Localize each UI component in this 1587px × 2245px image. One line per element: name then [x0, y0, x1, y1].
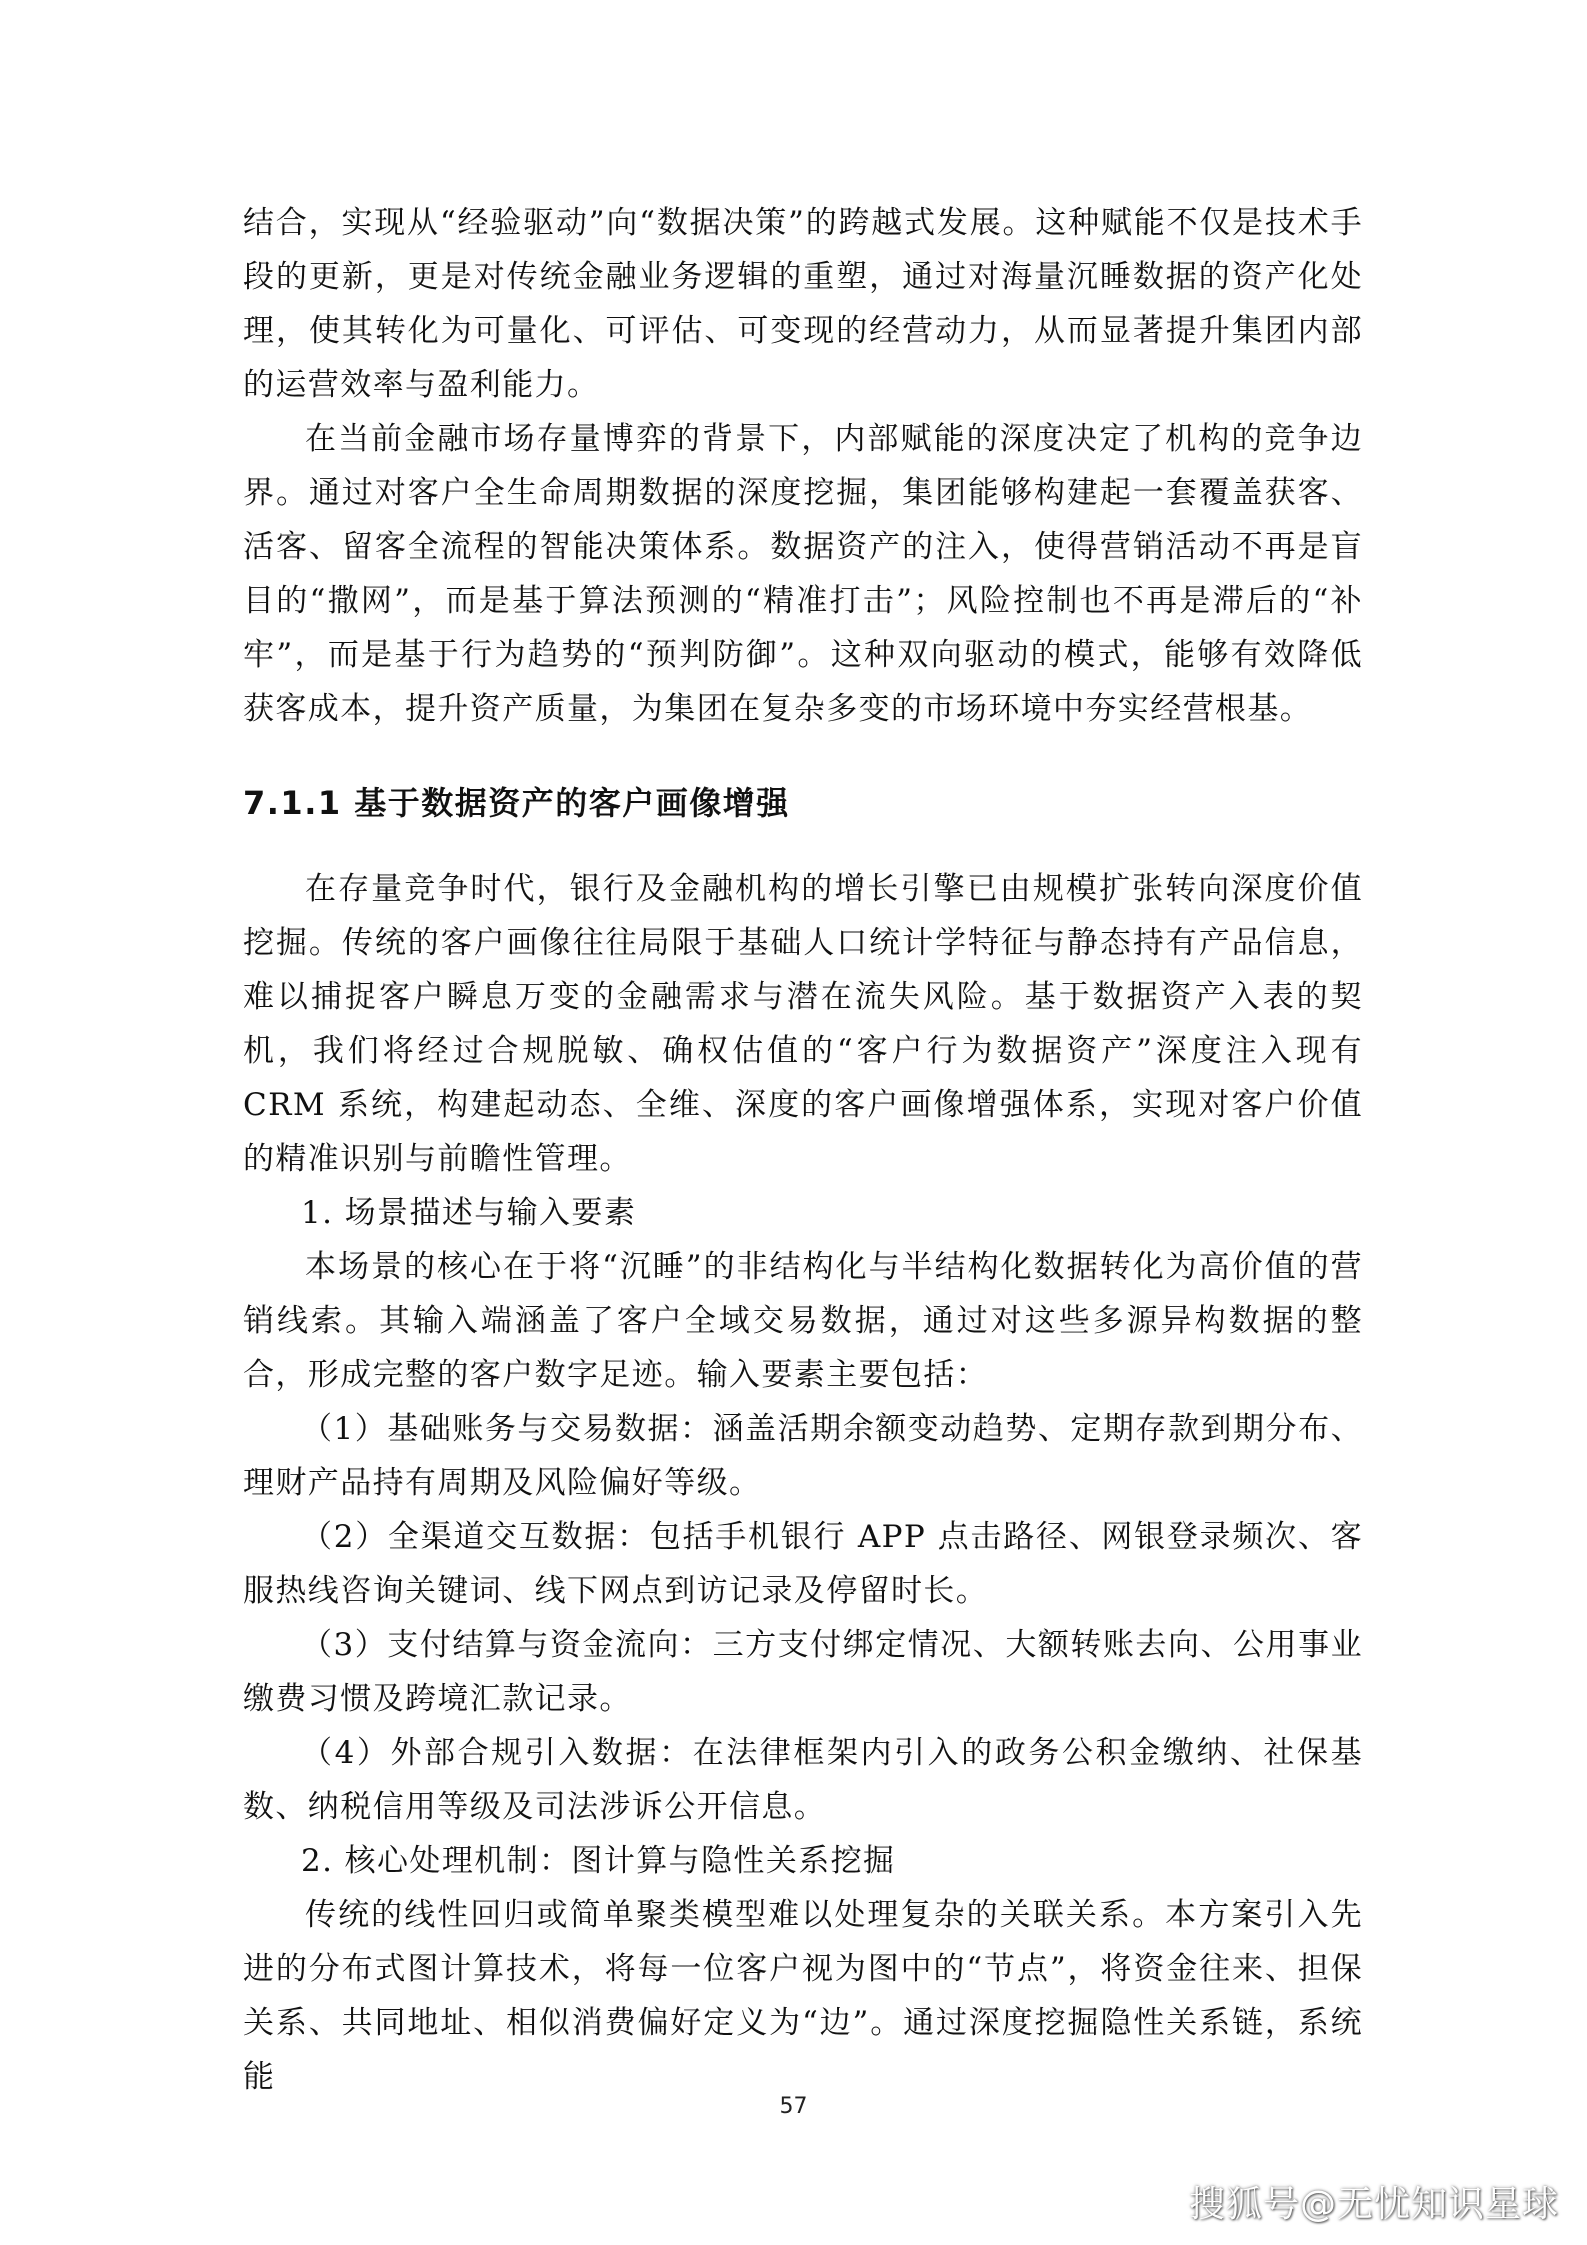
- subsection-title-1: 1. 场景描述与输入要素: [301, 1195, 637, 1231]
- watermark: 搜狐号@无忧知识星球: [1188, 2184, 1559, 2225]
- input-item-2: （2）全渠道交互数据：包括手机银行 APP 点击路径、网银登录频次、客服热线咨询关键词、线下网点到访记录及停留时长。: [243, 1519, 1363, 1609]
- paragraph-market-context: 在当前金融市场存量博弈的背景下，内部赋能的深度决定了机构的竞争边界。通过对客户全生命周期数据的深度挖掘，集团能够构建起一套覆盖获客、活客、留客全流程的智能决策体系。数据资产的注入，使得营销活动不再是盲目的“撒网”，而是基于算法预测的“精准打击”；风险控制也不再是滞后的“补牢”，而是基于行为趋势的“预判防御”。这种双向驱动的模式，能够有效降低获客成本，提升资产质量，为集团在复杂多变的市场环境中夯实经营根基。: [243, 421, 1363, 727]
- section-intro-paragraph: 在存量竞争时代，银行及金融机构的增长引擎已由规模扩张转向深度价值挖掘。传统的客户画像往往局限于基础人口统计学特征与静态持有产品信息，难以捕捉客户瞬息万变的金融需求与潜在流失风险。基于数据资产入表的契机，我们将经过合规脱敏、确权估值的“客户行为数据资产”深度注入现有 CRM 系统，构建起动态、全维、深度的客户画像增强体系，实现对客户价值的精准识别与前瞻性管理。: [243, 871, 1363, 1177]
- section-heading: 7.1.1 基于数据资产的客户画像增强: [243, 784, 790, 822]
- input-item-1: （1）基础账务与交易数据：涵盖活期余额变动趋势、定期存款到期分布、理财产品持有周期及风险偏好等级。: [243, 1411, 1363, 1501]
- subsection-title-2: 2. 核心处理机制：图计算与隐性关系挖掘: [301, 1843, 896, 1879]
- subsection-intro-2: 传统的线性回归或简单聚类模型难以处理复杂的关联关系。本方案引入先进的分布式图计算技术，将每一位客户视为图中的“节点”，将资金往来、担保关系、共同地址、相似消费偏好定义为“边”。通过深度挖掘隐性关系链，系统能: [243, 1897, 1363, 2095]
- input-item-4: （4）外部合规引入数据：在法律框架内引入的政务公积金缴纳、社保基数、纳税信用等级及司法涉诉公开信息。: [243, 1735, 1363, 1825]
- page-number: 57: [779, 2094, 808, 2119]
- paragraph-continued: 结合，实现从“经验驱动”向“数据决策”的跨越式发展。这种赋能不仅是技术手段的更新，更是对传统金融业务逻辑的重塑，通过对海量沉睡数据的资产化处理，使其转化为可量化、可评估、可变现的经营动力，从而显著提升集团内部的运营效率与盈利能力。: [243, 205, 1363, 403]
- input-item-3: （3）支付结算与资金流向：三方支付绑定情况、大额转账去向、公用事业缴费习惯及跨境汇款记录。: [243, 1627, 1363, 1717]
- subsection-intro-1: 本场景的核心在于将“沉睡”的非结构化与半结构化数据转化为高价值的营销线索。其输入端涵盖了客户全域交易数据，通过对这些多源异构数据的整合，形成完整的客户数字足迹。输入要素主要包括：: [243, 1249, 1363, 1393]
- document-body: [243, 196, 1363, 2104]
